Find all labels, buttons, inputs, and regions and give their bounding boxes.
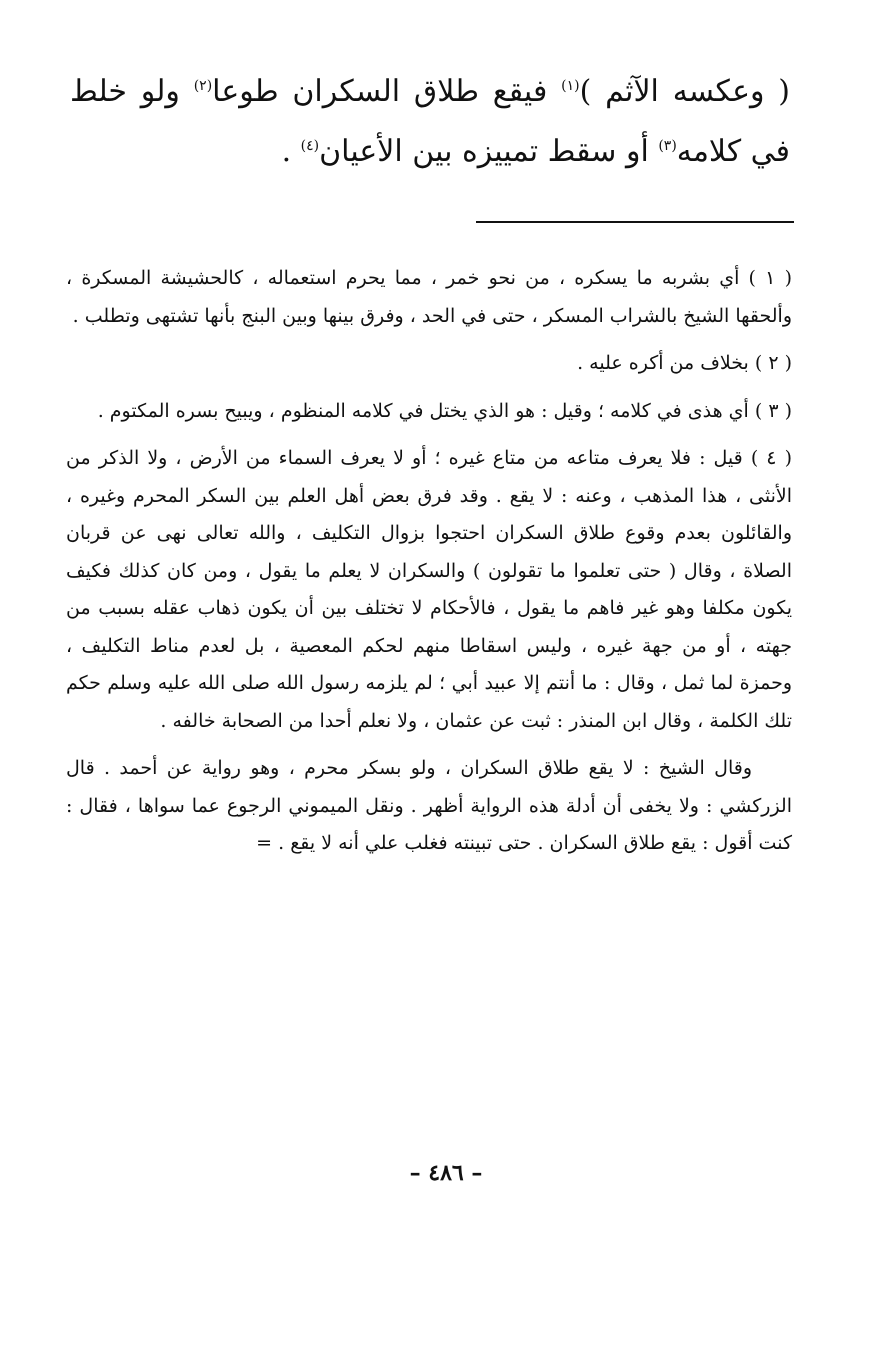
footnote-divider [476, 221, 794, 223]
footnote-ref-1: (١) [561, 78, 580, 94]
footnotes-section [66, 260, 792, 873]
main-text [70, 62, 790, 182]
footnote-ref-4: (٤) [300, 138, 320, 154]
main-paragraph [70, 62, 790, 182]
main-text-part-2: فيقع طلاق السكران طوعا [212, 74, 562, 109]
main-text-part-1: ( وعكسه الآثم ) [579, 74, 791, 109]
footnote-2: ( ٢ ) بخلاف من أكره عليه . [577, 352, 792, 374]
footnote-3: ( ٣ ) أي هذى في كلامه ؛ وقيل : هو الذي يختل في كلامه المنظوم ، ويبيح بسره المكتوم . [97, 399, 792, 422]
page-number: – ٤٨٦ – [409, 1160, 483, 1186]
footnote-ref-2: (٢) [193, 78, 213, 94]
main-text-part-5: . [281, 134, 301, 169]
footnote-1: ( ١ ) أي بشربه ما يسكره ، من نحو خمر ، مما يحرم استعماله ، كالحشيشة المسكرة ، وألحقها الشيخ بالشراب المسكر ، حتى في الحد ، وفرق بينها وبين البنج بأنها تشتهى وتطلب . [66, 267, 792, 327]
main-text-part-4: أو سقط تمييزه بين الأعيان [319, 134, 659, 169]
footnote-4: ( ٤ ) قيل : فلا يعرف متاعه من متاع غيره ؛ أو لا يعرف السماء من الأرض ، ولا الذكر من الأنثى ، هذا المذهب ، وعنه : لا يقع . وقد فرق بعض أهل العلم بين السكر المحرم وغيره ، والقائلون بعدم وقوع طلاق السكران احتجوا بزوال التكليف ، والله تعالى نهى عن قربان الصلاة ، وقال ( حتى تعلموا ما تقولون ) والسكران لا يعلم ما يقول ، ومن كان كذلك فكيف يكون مكلفا وهو غير فاهم ما يقول ، فالأحكام لا تختلف بين أن يكون ذهاب عقله بسبب من جهته ، أو من جهة غيره ، وليس اسقاطا منهم لحكم المعصية ، بل لعدم مناط التكليف ، وحمزة لما ثمل ، وقال : ما أنتم إلا عبيد أبي ؛ لم يلزمه رسول الله صلى الله عليه وسلم حكم تلك الكلمة ، وقال ابن المنذر : ثبت عن عثمان ، ولا نعلم أحدا من الصحابة خالفه . [66, 447, 792, 732]
footnote-continuation: وقال الشيخ : لا يقع طلاق السكران ، ولو بسكر محرم ، وهو رواية عن أحمد . قال الزركشي : ولا يخفى أن أدلة هذه الرواية أظهر . ونقل الميموني الرجوع عما سواها ، فقال : كنت أقول : يقع طلاق السكران . حتى تبينته فغلب علي أنه لا يقع . = [66, 757, 792, 854]
main-text-part-3: ولو خلط في كلامه [70, 74, 790, 169]
footnote-ref-3: (٣) [658, 138, 677, 154]
